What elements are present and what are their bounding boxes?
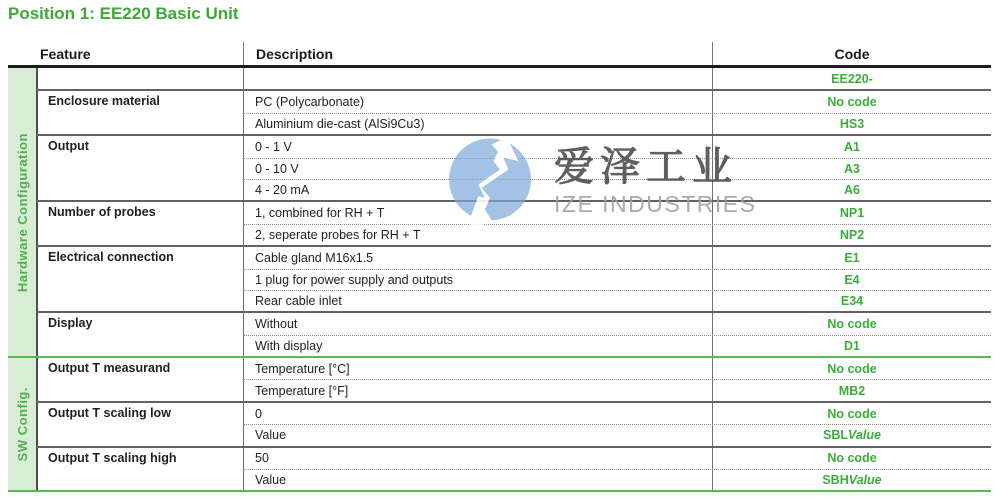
table-row	[244, 358, 991, 379]
section-sidebar-band	[8, 68, 36, 356]
code-cell: No code	[712, 448, 991, 469]
section-groups	[36, 68, 991, 356]
configuration-table	[8, 42, 991, 492]
feature-cell: Output T measurand	[36, 358, 243, 401]
feature-options	[243, 68, 991, 89]
feature-group	[36, 311, 991, 356]
code-cell: A6	[712, 180, 991, 200]
watermark-chinese-text: 爱泽工业	[554, 145, 738, 189]
code-cell: E34	[712, 291, 991, 311]
feature-group	[36, 68, 991, 89]
table-row	[244, 224, 991, 245]
code-cell: SBH Value	[712, 470, 991, 490]
feature-options	[243, 202, 991, 245]
feature-group	[36, 245, 991, 311]
feature-group	[36, 446, 991, 491]
table-row	[244, 68, 991, 89]
description-cell: Temperature [°F]	[255, 383, 349, 398]
feature-options	[243, 91, 991, 134]
table-section-software	[8, 356, 991, 492]
description-cell: 0 - 1 V	[255, 139, 292, 154]
feature-options	[243, 136, 991, 200]
code-cell: No code	[712, 91, 991, 112]
table-row	[244, 91, 991, 112]
table-row	[244, 113, 991, 134]
section-groups	[36, 358, 991, 490]
feature-cell: Output T scaling high	[36, 448, 243, 491]
section-sidebar-band	[8, 358, 36, 490]
column-header-description: Description	[243, 42, 712, 65]
table-section-hardware	[8, 68, 991, 356]
table-row	[244, 313, 991, 334]
code-cell: NP2	[712, 225, 991, 245]
code-cell: No code	[712, 403, 991, 424]
feature-options	[243, 358, 991, 401]
table-row	[244, 403, 991, 424]
section-label: Hardware Configuration	[14, 132, 30, 292]
description-cell: Temperature [°C]	[255, 361, 350, 376]
table-row	[244, 424, 991, 445]
table-body	[8, 68, 991, 492]
code-cell: E1	[712, 247, 991, 268]
feature-cell: Number of probes	[36, 202, 243, 245]
description-cell: 4 - 20 mA	[255, 183, 310, 198]
feature-group	[36, 200, 991, 245]
feature-cell: Electrical connection	[36, 247, 243, 311]
code-cell: E4	[712, 270, 991, 290]
code-cell: A1	[712, 136, 991, 157]
description-cell: 0 - 10 V	[255, 161, 299, 176]
code-cell: SBL Value	[712, 425, 991, 445]
code-cell: MB2	[712, 380, 991, 400]
feature-options	[243, 247, 991, 311]
column-header-code: Code	[712, 42, 991, 65]
description-cell: Value	[255, 473, 287, 488]
table-row	[244, 469, 991, 490]
code-cell: EE220-	[712, 68, 991, 89]
feature-options	[243, 313, 991, 356]
code-cell: HS3	[712, 114, 991, 134]
table-row	[244, 247, 991, 268]
table-row	[244, 379, 991, 400]
description-cell: Cable gland M16x1.5	[255, 250, 374, 265]
feature-options	[243, 403, 991, 446]
feature-cell: Enclosure material	[36, 91, 243, 134]
table-row	[244, 290, 991, 311]
table-row	[244, 269, 991, 290]
feature-group	[36, 134, 991, 200]
table-row	[244, 335, 991, 356]
feature-cell: Display	[36, 313, 243, 356]
code-cell: D1	[712, 336, 991, 356]
page-title: Position 1: EE220 Basic Unit	[8, 4, 239, 23]
code-cell: NP1	[712, 202, 991, 223]
description-cell: 2, seperate probes for RH + T	[255, 227, 421, 242]
table-row	[244, 448, 991, 469]
description-cell: 1 plug for power supply and outputs	[255, 272, 454, 287]
description-cell: 0	[255, 406, 262, 421]
feature-group	[36, 89, 991, 134]
code-cell: No code	[712, 358, 991, 379]
table-row	[244, 202, 991, 223]
table-row	[244, 158, 991, 179]
feature-group	[36, 401, 991, 446]
description-cell: Value	[255, 428, 287, 443]
feature-options	[243, 448, 991, 491]
table-header-row	[8, 42, 991, 68]
feature-cell: Output T scaling low	[36, 403, 243, 446]
watermark-english-text: IZE INDUSTRIES	[554, 191, 757, 217]
description-cell: PC (Polycarbonate)	[255, 95, 365, 110]
column-header-feature: Feature	[40, 45, 91, 62]
code-italic-suffix: Value	[848, 473, 882, 488]
description-cell	[244, 68, 712, 89]
code-cell: No code	[712, 313, 991, 334]
code-italic-suffix: Value	[848, 428, 881, 443]
section-label: SW Config.	[14, 387, 30, 462]
code-cell: A3	[712, 159, 991, 179]
description-cell: Aluminium die-cast (AlSi9Cu3)	[255, 116, 425, 131]
table-row	[244, 179, 991, 200]
description-cell: 1, combined for RH + T	[255, 206, 385, 221]
description-cell: Without	[255, 316, 298, 331]
table-row	[244, 136, 991, 157]
description-cell: Rear cable inlet	[255, 294, 342, 309]
description-cell: 50	[255, 451, 269, 466]
feature-cell	[36, 68, 243, 89]
feature-group	[36, 358, 991, 401]
description-cell: With display	[255, 338, 323, 353]
feature-cell: Output	[36, 136, 243, 200]
